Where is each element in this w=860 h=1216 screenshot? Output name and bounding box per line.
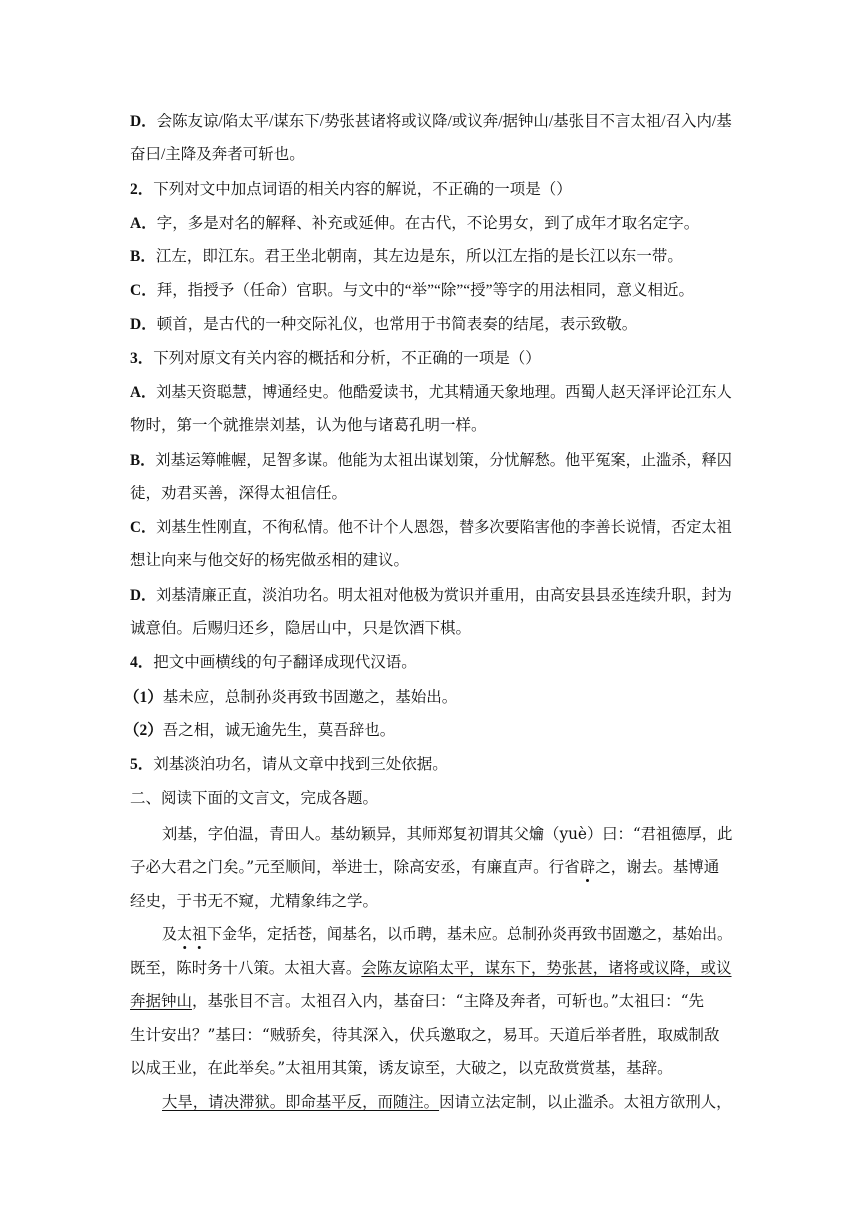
underlined-sentence: 会陈友谅陷太平，谋东下，势张甚，诸将或议降，或议 [361, 959, 732, 977]
question-3 [130, 349, 541, 369]
section-title: 二、阅读下面的文言文，完成各题。 [130, 790, 379, 807]
option-label: A． [130, 215, 157, 232]
option-label: D． [130, 587, 157, 604]
option-label: D． [130, 316, 157, 333]
question-number: 2． [130, 181, 154, 198]
q3-option-c-line-1 [130, 518, 732, 538]
passage-text: ，基张目不言。太祖召入内，基奋曰：“主降及奔者，可斩也。”太祖曰：“先 [192, 992, 705, 1010]
q3-option-b-line-2 [130, 484, 347, 504]
q3-option-d-line-1 [130, 586, 732, 606]
passage-text: 经史，于书无不窥，尤精象纬之学。 [130, 892, 379, 910]
question-number: 3． [130, 350, 154, 367]
passage-text: 之，谢去。基博通 [595, 858, 720, 876]
option-label: B． [130, 248, 156, 265]
passage-p1-line-2 [130, 857, 719, 877]
underlined-sentence: 奔据钟山 [130, 992, 193, 1010]
passage-text: 既至，陈时务十八策。太祖大喜。 [130, 959, 362, 977]
option-text: 诚意伯。后赐归还乡，隐居山中，只是饮酒下棋。 [130, 620, 472, 637]
passage-p2-line-5 [130, 1058, 673, 1078]
passage-text: 下金华，定括苍，闻基名，以币聘，基未应。总制孙炎再致书固邀之，基始出。 [207, 925, 733, 943]
q3-option-b-line-1 [130, 451, 732, 471]
item-label: （2） [124, 722, 163, 739]
q2-option-d [130, 315, 637, 335]
option-text: 物时，第一个就推崇刘基，认为他与诸葛孔明一样。 [130, 417, 487, 434]
option-label: D． [130, 113, 157, 130]
option-text: 刘基清廉正直，淡泊功名。明太祖对他极为赏识并重用，由高安县县丞连续升职，封为 [156, 587, 732, 604]
question-4 [130, 653, 417, 673]
item-text: 吾之相，诚无逾先生，莫吾辞也。 [162, 722, 396, 739]
option-text: 刘基生性刚直，不徇私情。他不计个人恩怨，替多次要陷害他的李善长说情，否定太祖 [156, 519, 732, 536]
passage-p2-line-1 [162, 924, 732, 944]
option-text: 顿首，是古代的一种交际礼仪，也常用于书简表奏的结尾，表示致敬。 [156, 316, 638, 333]
option-text: 奋曰/主降及奔者可斩也。 [130, 146, 305, 163]
passage-p2-line-2 [130, 958, 732, 978]
q4-item-1 [124, 688, 457, 708]
option-text: 刘基运筹帷幄，足智多谋。他能为太祖出谋划策，分忧解愁。他平冤案，止滥杀，释囚 [155, 452, 732, 469]
passage-p2-line-3 [130, 991, 704, 1011]
option-text: 字，多是对名的解释、补充或延伸。在古代，不论男女，到了成年才取名定字。 [156, 215, 700, 232]
q4-item-2 [124, 721, 395, 741]
question-text: 下列对文中加点词语的相关内容的解说，不正确的一项是（） [153, 181, 572, 198]
underlined-sentence: 大旱，请决滞狱。即命基平反，而随注。 [162, 1093, 440, 1111]
passage-text: 因请立法定制，以止滥杀。太祖方欲刑人， [439, 1093, 732, 1111]
item-label: （1） [124, 689, 163, 706]
item-text: 基未应，总制孙炎再致书固邀之，基始出。 [162, 689, 458, 706]
q3-option-a-line-2 [130, 416, 487, 436]
q2-option-b [130, 247, 683, 267]
option-text: 刘基天资聪慧，博通经史。他酷爱读书，尤其精通天象地理。西蜀人赵天泽评论江东人 [156, 384, 732, 401]
question-5 [130, 755, 448, 775]
passage-p1-line-3 [130, 891, 378, 911]
question-text: 下列对原文有关内容的概括和分析，不正确的一项是（） [153, 350, 541, 367]
option-label: A． [130, 384, 157, 401]
passage-text: 生计安出？”基曰：“贼骄矣，待其深入，伏兵邀取之，易耳。天道后举者胜，取威制敌 [130, 1026, 720, 1044]
option-text: 拜，指授予（任命）官职。与文中的“举”“除”“授”等字的用法相同，意义相近。 [156, 282, 694, 299]
passage-text: 以成王业，在此举矣。”太祖用其策，诱友谅至，大破之，以克敌赏赏基，基辞。 [130, 1059, 673, 1077]
option-label: B． [130, 452, 156, 469]
option-label: C． [130, 519, 157, 536]
passage-p1-line-1 [162, 824, 732, 844]
dotted-word: 太 [177, 925, 193, 943]
question-text: 把文中画横线的句子翻译成现代汉语。 [153, 654, 417, 671]
question-text: 刘基淡泊功名，请从文章中找到三处依据。 [153, 756, 448, 773]
q2-option-c [130, 281, 694, 301]
option-text: 会陈友谅/陷太平/谋东下/势张甚诸将或议降/或议奔/据钟山/基张目不言太祖/召入内/基 [156, 113, 732, 130]
q2-option-a [130, 214, 699, 234]
option-text: 江左，即江东。君王坐北朝南，其左边是东，所以江左指的是长江以东一带。 [155, 248, 683, 265]
option-label: C． [130, 282, 157, 299]
q3-option-a-line-1 [130, 383, 732, 403]
option-text: 想让向来与他交好的杨宪做丞相的建议。 [130, 552, 410, 569]
dotted-word: 辟 [579, 858, 596, 876]
option-d-line-2 [130, 145, 305, 165]
passage-p2-line-4 [130, 1025, 719, 1045]
passage-p3-line-1 [162, 1092, 732, 1112]
question-number: 5． [130, 756, 154, 773]
passage-text: 子必大君之门矣。”元至顺间，举进士，除高安丞，有廉直声。行省 [130, 858, 580, 876]
passage-text: 刘基，字伯温，青田人。基幼颖异，其师郑复初谓其父爚（yuè）曰：“君祖德厚，此 [162, 825, 733, 843]
question-number: 4． [130, 654, 154, 671]
passage-text: 及 [162, 925, 178, 943]
dotted-word: 祖 [192, 925, 208, 943]
option-text: 徒，劝君买善，深得太祖信任。 [130, 485, 348, 502]
q3-option-d-line-2 [130, 619, 471, 639]
option-d-line-1 [130, 112, 732, 132]
q3-option-c-line-2 [130, 551, 409, 571]
section-heading [130, 789, 378, 809]
question-2 [130, 180, 572, 200]
